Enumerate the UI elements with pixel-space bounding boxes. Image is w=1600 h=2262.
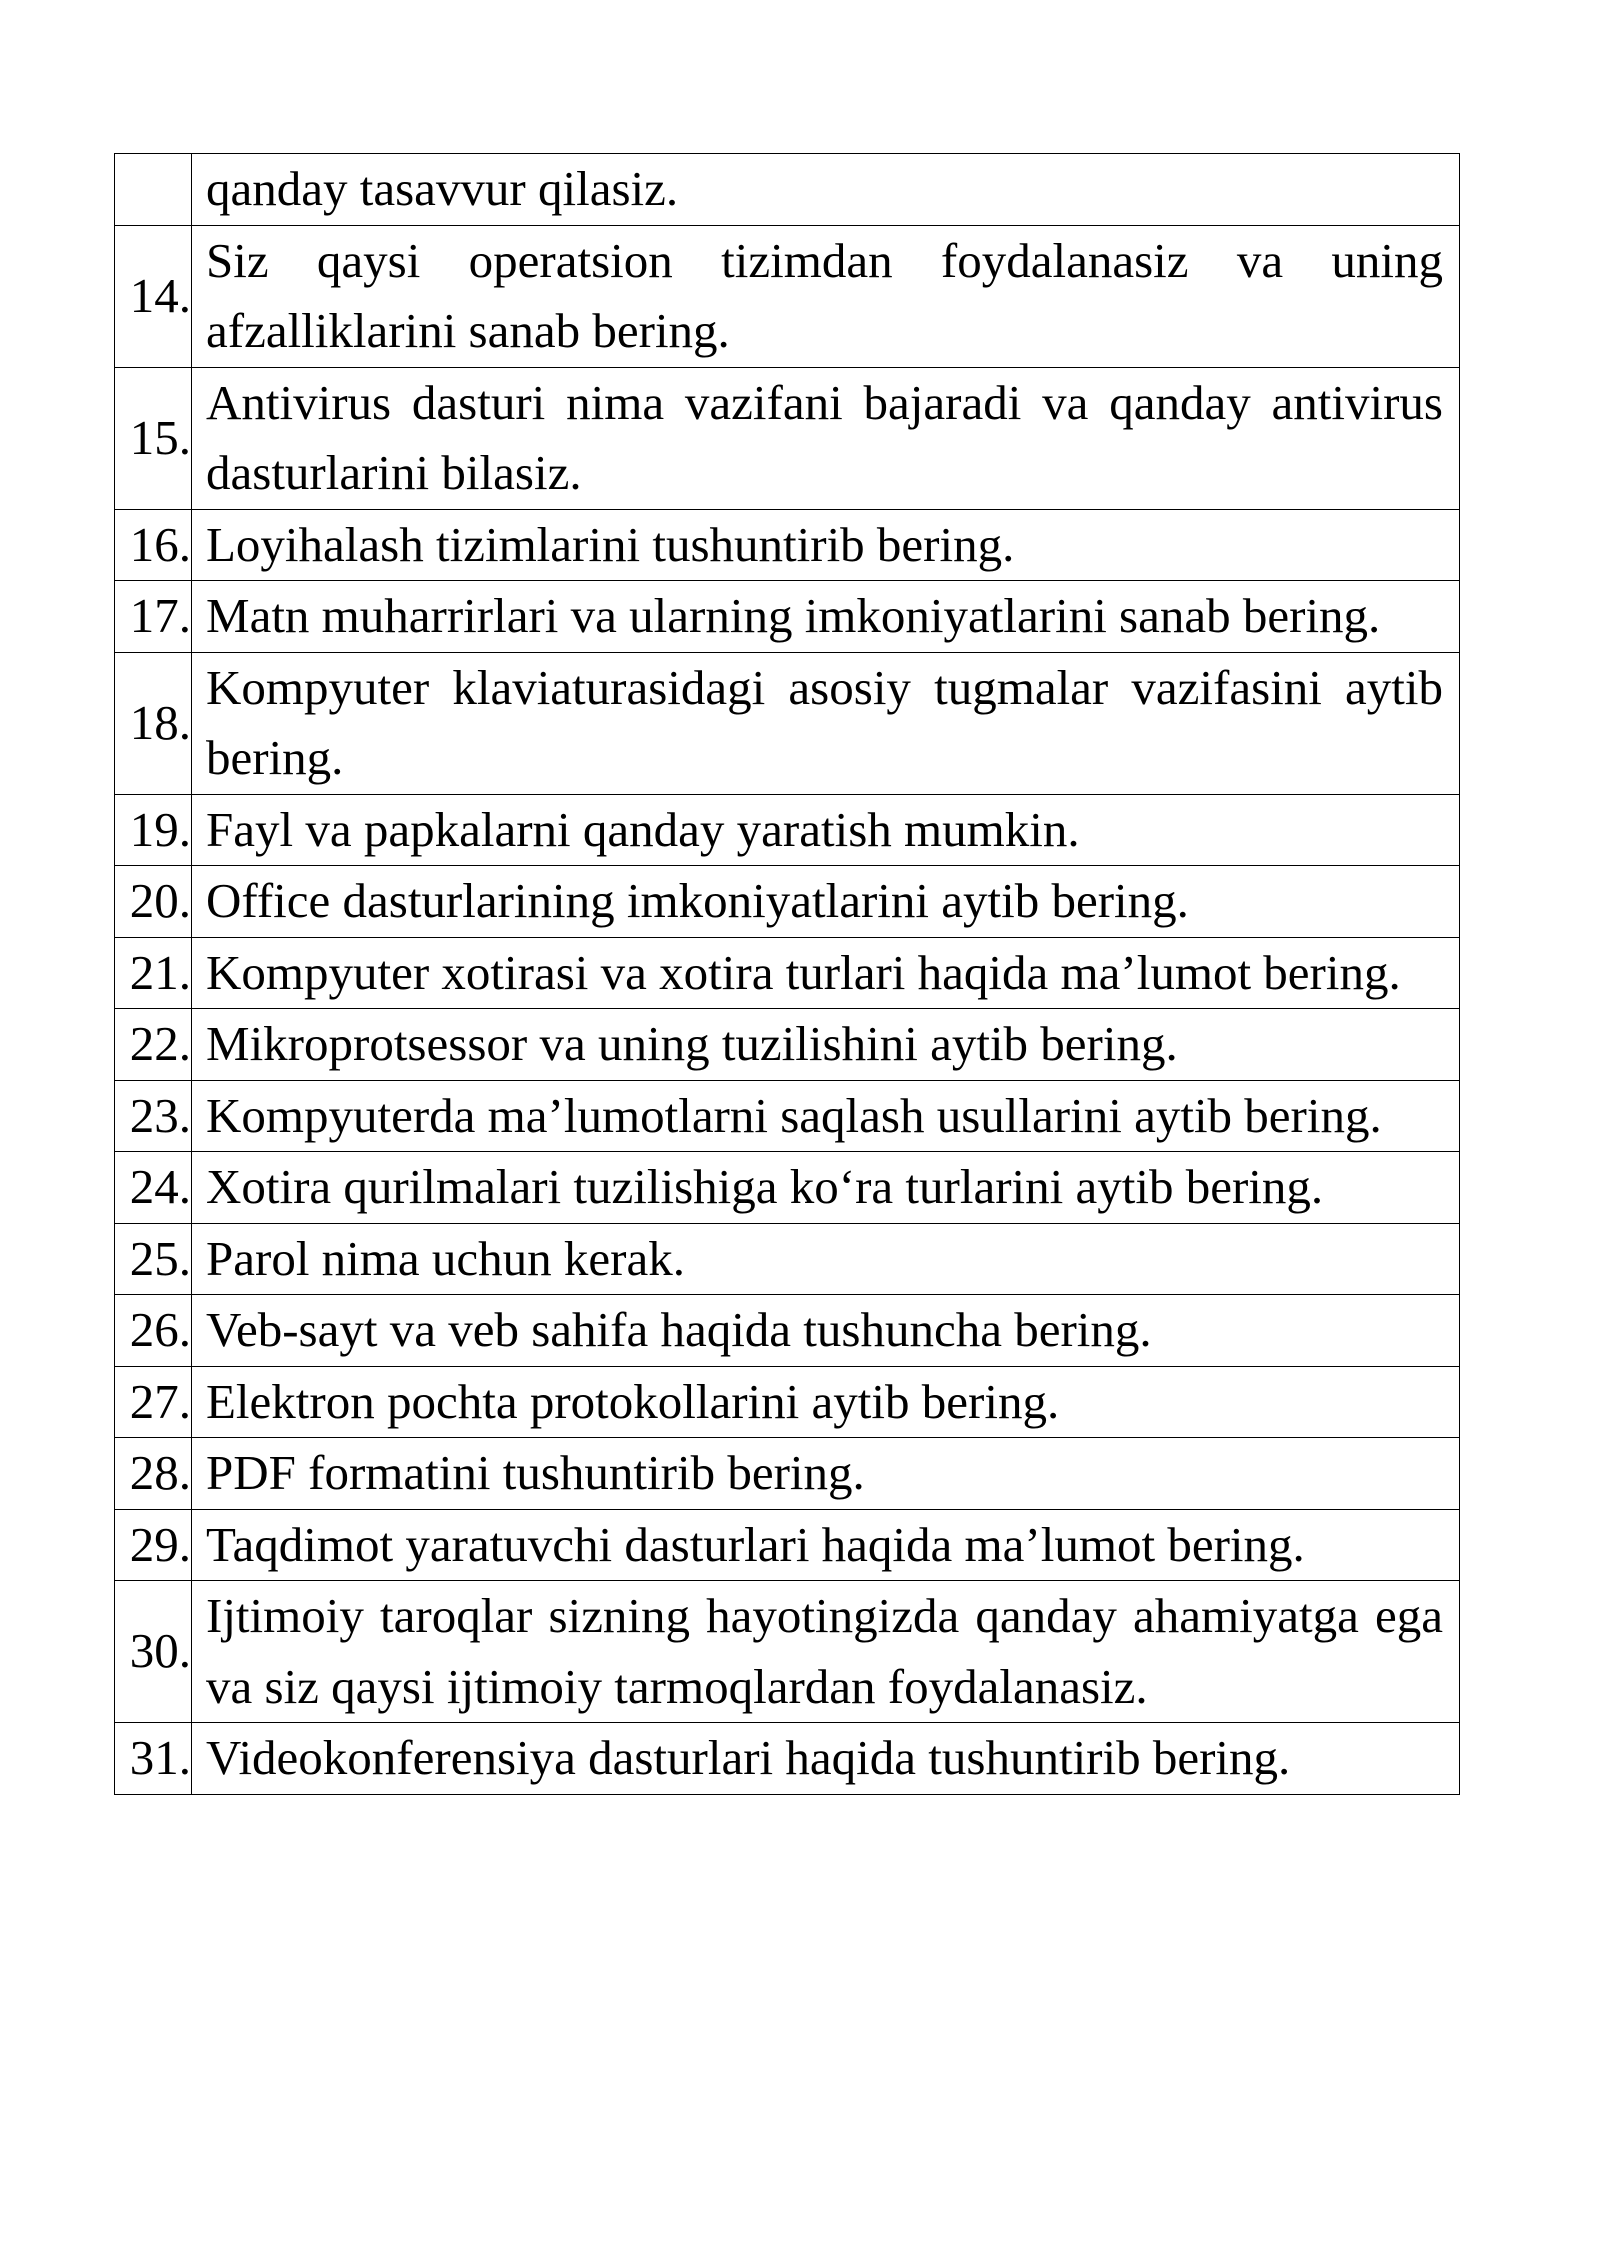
table-row — [115, 1723, 1460, 1795]
table-row — [115, 1509, 1460, 1581]
question-number: 29. — [115, 1509, 192, 1581]
questions-table — [114, 153, 1460, 1795]
table-row — [115, 1152, 1460, 1224]
table-row — [115, 866, 1460, 938]
question-number: 30. — [115, 1581, 192, 1723]
question-number: 18. — [115, 652, 192, 794]
question-text: Mikroprotsessor va uning tuzilishini aytib bering. — [192, 1009, 1460, 1081]
question-text: Taqdimot yaratuvchi dasturlari haqida ma’lumot bering. — [192, 1509, 1460, 1581]
question-text: Elektron pochta protokollarini aytib bering. — [192, 1366, 1460, 1438]
question-text: qanday tasavvur qilasiz. — [192, 154, 1460, 226]
table-row — [115, 1080, 1460, 1152]
table-row — [115, 1366, 1460, 1438]
table-row — [115, 794, 1460, 866]
question-number: 20. — [115, 866, 192, 938]
question-text: Kompyuter xotirasi va xotira turlari haqida ma’lumot bering. — [192, 937, 1460, 1009]
table-row — [115, 1009, 1460, 1081]
question-text: Siz qaysi operatsion tizimdan foydalanasiz va uning afzalliklarini sanab bering. — [192, 225, 1460, 367]
table-row — [115, 509, 1460, 581]
question-number: 21. — [115, 937, 192, 1009]
question-text: Parol nima uchun kerak. — [192, 1223, 1460, 1295]
question-number: 15. — [115, 367, 192, 509]
table-row — [115, 1581, 1460, 1723]
question-text: Kompyuter klaviaturasidagi asosiy tugmalar vazifasini aytib bering. — [192, 652, 1460, 794]
table-row — [115, 652, 1460, 794]
question-text: Loyihalash tizimlarini tushuntirib bering. — [192, 509, 1460, 581]
table-row — [115, 154, 1460, 226]
question-text: Office dasturlarining imkoniyatlarini aytib bering. — [192, 866, 1460, 938]
question-text: Kompyuterda ma’lumotlarni saqlash usullarini aytib bering. — [192, 1080, 1460, 1152]
question-text: PDF formatini tushuntirib bering. — [192, 1438, 1460, 1510]
question-number: 14. — [115, 225, 192, 367]
question-number: 23. — [115, 1080, 192, 1152]
table-row — [115, 1295, 1460, 1367]
question-number: 26. — [115, 1295, 192, 1367]
question-text: Xotira qurilmalari tuzilishiga ko‘ra turlarini aytib bering. — [192, 1152, 1460, 1224]
question-number: 22. — [115, 1009, 192, 1081]
table-row — [115, 581, 1460, 653]
question-text: Matn muharrirlari va ularning imkoniyatlarini sanab bering. — [192, 581, 1460, 653]
table-row — [115, 225, 1460, 367]
table-row — [115, 937, 1460, 1009]
question-text: Ijtimoiy taroqlar sizning hayotingizda qanday ahamiyatga ega va siz qaysi ijtimoiy tarmoqlardan foydalanasiz. — [192, 1581, 1460, 1723]
question-text: Fayl va papkalarni qanday yaratish mumkin. — [192, 794, 1460, 866]
table-row — [115, 367, 1460, 509]
question-text: Antivirus dasturi nima vazifani bajaradi va qanday antivirus dasturlarini bilasiz. — [192, 367, 1460, 509]
question-number: 25. — [115, 1223, 192, 1295]
question-number: 28. — [115, 1438, 192, 1510]
question-number: 17. — [115, 581, 192, 653]
questions-table-body — [115, 154, 1460, 1795]
question-number: 24. — [115, 1152, 192, 1224]
table-row — [115, 1223, 1460, 1295]
question-number: 19. — [115, 794, 192, 866]
question-text: Videokonferensiya dasturlari haqida tushuntirib bering. — [192, 1723, 1460, 1795]
question-number: 31. — [115, 1723, 192, 1795]
question-number — [115, 154, 192, 226]
table-row — [115, 1438, 1460, 1510]
question-number: 27. — [115, 1366, 192, 1438]
question-number: 16. — [115, 509, 192, 581]
question-text: Veb-sayt va veb sahifa haqida tushuncha bering. — [192, 1295, 1460, 1367]
